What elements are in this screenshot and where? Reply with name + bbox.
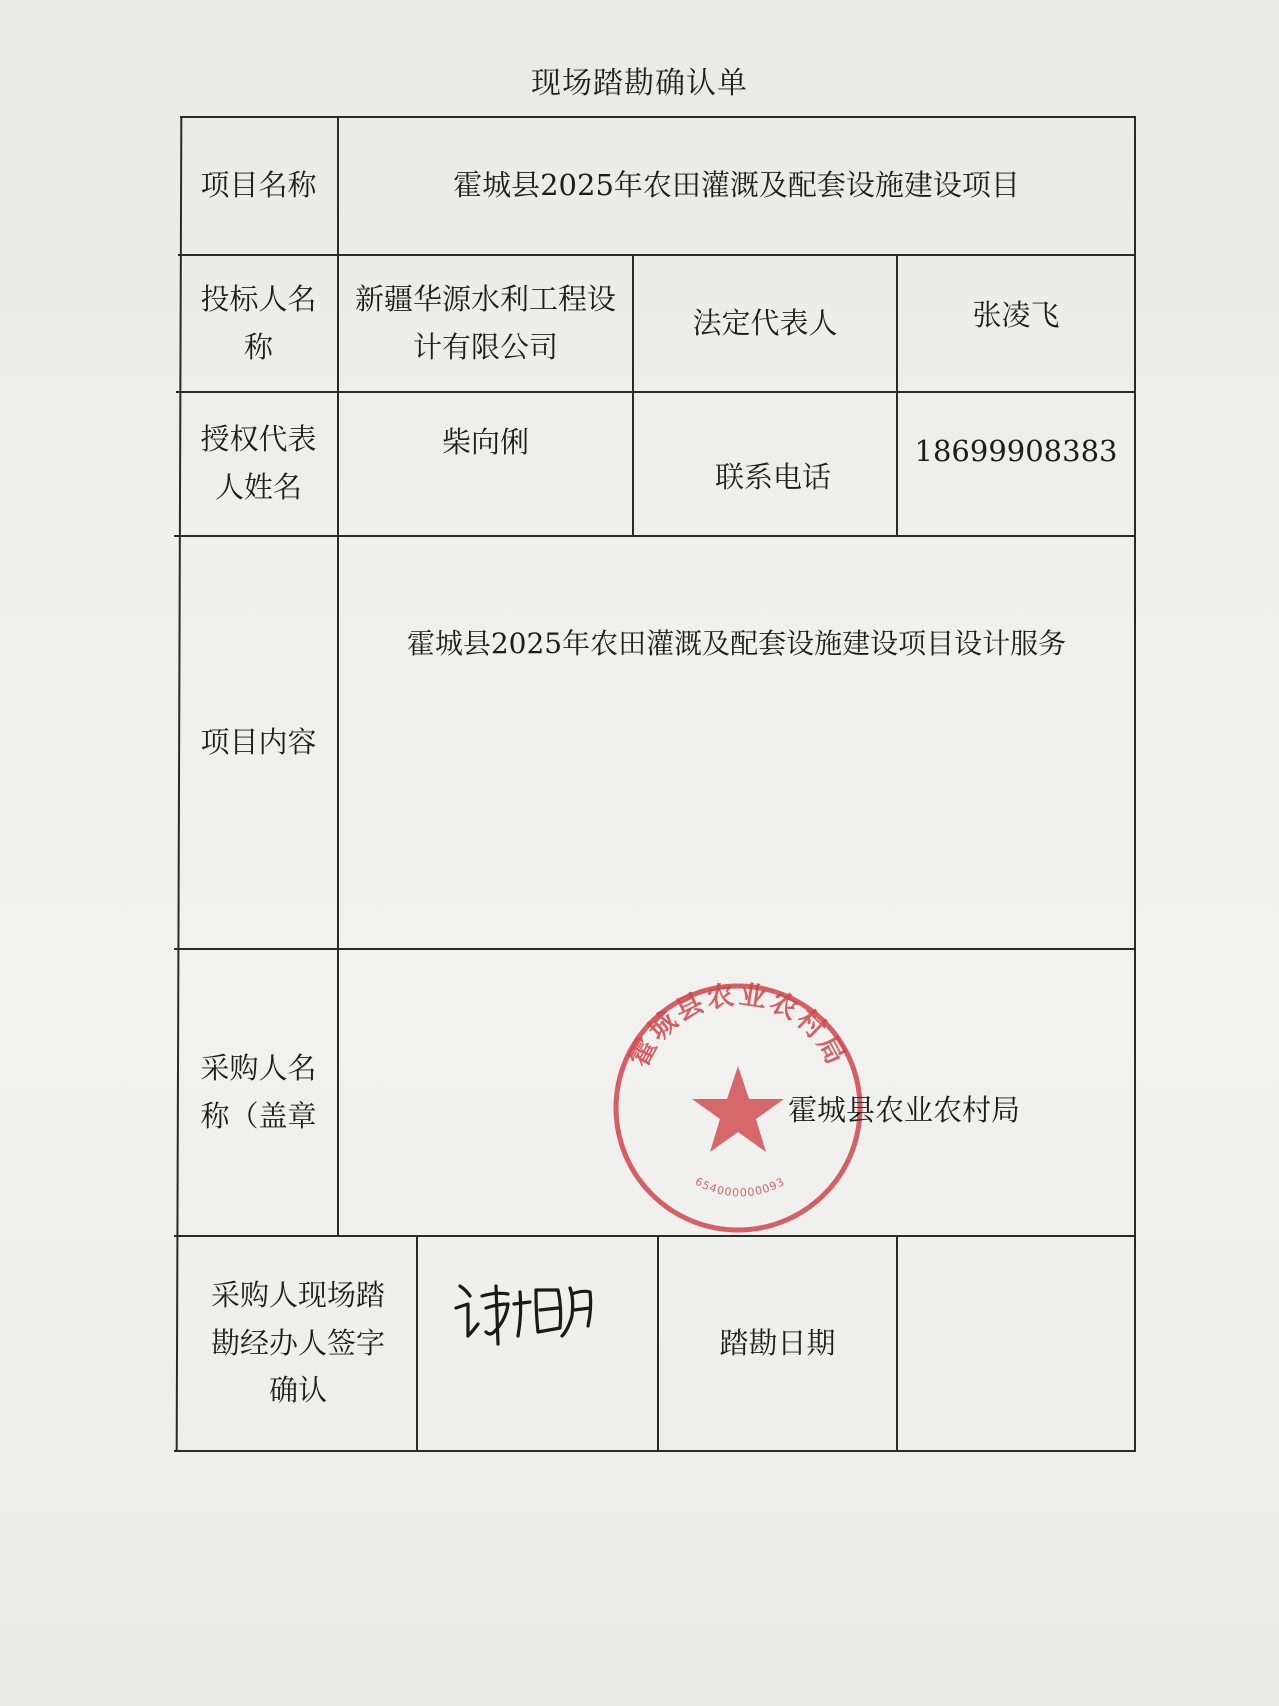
bidder-label-line1: 投标人名 (200, 281, 317, 316)
bidder-name-line2: 计有限公司 (412, 329, 558, 364)
signoff-label-cell (180, 1237, 416, 1450)
phone-label-cell (634, 421, 912, 535)
seal-text: 霍城县农业农村局 (623, 979, 853, 1072)
project-name-label-cell (180, 118, 337, 254)
table-border-bottom (174, 1450, 1136, 1452)
legal-rep-value: 张凌飞 (972, 298, 1060, 333)
signoff-label-line3: 确认 (268, 1373, 327, 1408)
legal-rep-label: 法定代表人 (692, 305, 838, 340)
phone-value: 18699908383 (914, 434, 1118, 469)
column-divider (416, 1235, 418, 1450)
svg-text:654000000093 (693, 1175, 787, 1200)
phone-value-cell (898, 393, 1134, 511)
signoff-label-line2: 勘经办人签字 (210, 1325, 385, 1360)
bidder-label-cell (180, 256, 337, 391)
authorized-label-line2: 人姓名 (214, 470, 302, 504)
project-name-value: 霍城县2025年农田灌溉及配套设施建设项目 (453, 168, 1020, 203)
project-name-label: 项目名称 (200, 168, 317, 203)
purchaser-label-cell (180, 950, 337, 1235)
phone-label: 联系电话 (714, 460, 831, 495)
authorized-label-line1: 授权代表 (200, 422, 317, 457)
confirmation-form-table (174, 116, 1136, 1452)
authorized-name-cell (339, 393, 632, 493)
content-value: 霍城县2025年农田灌溉及配套设施建设项目设计服务 (406, 626, 1067, 660)
legal-rep-label-cell (634, 256, 896, 391)
content-label-cell (180, 537, 337, 948)
bidder-label-line2: 称 (243, 329, 273, 364)
legal-rep-value-cell (898, 256, 1134, 376)
signoff-label-line1: 采购人现场踏 (210, 1277, 385, 1312)
content-value-cell (339, 537, 1134, 667)
handwritten-signature (450, 1274, 600, 1354)
purchaser-value: 霍城县农业农村局 (787, 1093, 1020, 1128)
purchaser-label-line1: 采购人名 (200, 1050, 317, 1085)
purchaser-label-line2: 称（盖章 (200, 1098, 317, 1133)
seal-code: 654000000093 (692, 1174, 788, 1200)
purchaser-value-cell (764, 1076, 1044, 1146)
bidder-name-cell (339, 256, 632, 391)
table-border-right (1134, 116, 1136, 1452)
content-label: 项目内容 (200, 724, 317, 759)
project-name-value-cell (339, 118, 1134, 254)
page-title: 现场踏勘确认单 (531, 66, 748, 101)
bidder-name-line1: 新疆华源水利工程设 (354, 281, 616, 316)
date-label: 踏勘日期 (719, 1325, 836, 1360)
authorized-label-cell (180, 393, 337, 535)
authorized-name: 柴向俐 (441, 425, 529, 460)
date-label-cell (659, 1237, 896, 1450)
date-value-cell[interactable] (898, 1237, 1134, 1450)
svg-text:霍城县农业农村局 (624, 979, 853, 1072)
